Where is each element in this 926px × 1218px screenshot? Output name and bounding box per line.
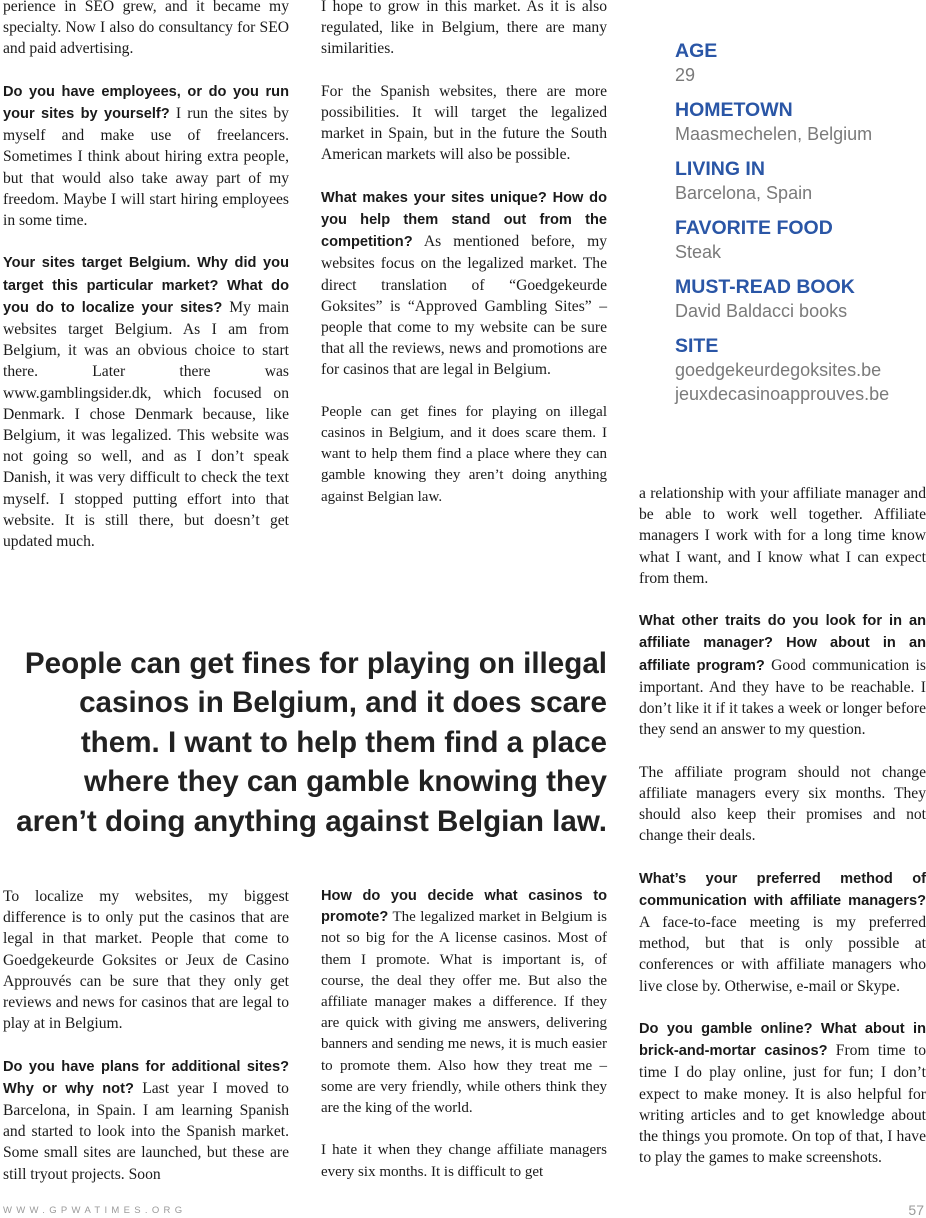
interview-answer: The legalized market in Belgium is not so big for the A license casinos. Most of them I promote. What is important is, of course, the deal they offer me. But also the affiliate manager makes a difference. If they are quick with giving me answers, delivering banners and sending me news, it is much easier to promote them. Also how they treat me – some are very friendly, while others think they are the king of the world. xyxy=(321,909,607,1117)
profile-value: Barcelona, Spain xyxy=(675,183,813,203)
interview-answer: A face-to-face meeting is my preferred method, but that is only possible at conferences or with affiliate managers who live close by. Otherwise, e-mail or Skype. xyxy=(639,914,926,995)
profile-label: MUST-READ BOOK xyxy=(675,276,855,298)
interview-answer: Last year I moved to Barcelona, in Spain. I am learning Spanish and started to look into the Spanish market. Some small sites are launched, but these are still tryout projects. Soon xyxy=(3,1079,289,1183)
profile-value: Maasmechelen, Belgium xyxy=(675,124,873,144)
profile-site xyxy=(675,335,915,406)
paragraph: I hate it when they change affiliate managers every six months. It is difficult to get xyxy=(321,1142,607,1180)
profile-value: 29 xyxy=(675,65,696,85)
profile-favorite-food xyxy=(675,217,915,264)
qa-paragraph xyxy=(3,252,289,552)
interview-question: What makes your sites unique? How do you help them stand out from the competition? xyxy=(321,189,607,251)
interview-answer: My main websites target Belgium. As I am from Belgium, it was an obvious choice to start there. Later there was www.gamblingsider.dk, which focused on Denmark. I chose Denmark because, like Belgium, it was legalized. This website was not going so well, and as I don’t speak Danish, it was very difficult to check the text myself. I stopped putting effort into that website. It is still there, but doesn’t get updated much. xyxy=(3,298,289,551)
qa-paragraph xyxy=(3,1056,289,1185)
qa-paragraph xyxy=(321,187,607,381)
interview-answer: I run the sites by myself and make use of freelancers. Sometimes I think about hiring extra people, but that would also take away part of my freedom. Maybe I will start hiring employees in some time. xyxy=(3,105,289,230)
profile-label: SITE xyxy=(675,335,719,357)
interview-question: How do you decide what casinos to promote? xyxy=(321,888,607,926)
interview-question: Do you have employees, or do you run your sites by yourself? xyxy=(3,83,289,122)
interview-answer: From time to time I do play online, just for fun; I don’t expect to make money. It is also helpful for writing articles and to get knowledge about the things you promote. On top of that, I have to play the games to make screenshots. xyxy=(639,1042,926,1167)
qa-paragraph xyxy=(639,868,926,997)
interview-question: Your sites target Belgium. Why did you target this particular market? What do you do to localize your sites? xyxy=(3,255,289,316)
footer-website: WWW.GPWATIMES.ORG xyxy=(3,1205,187,1216)
profile-age xyxy=(675,40,915,87)
interview-question: What other traits do you look for in an affiliate manager? How about in an affiliate program? xyxy=(639,613,926,674)
pull-quote: People can get fines for playing on illegal casinos in Belgium, and it does scare them. I want to help them find a place where they can gamble knowing they aren’t doing anything against Belgian law. xyxy=(16,647,607,838)
interview-question: Do you gamble online? What about in brick-and-mortar casinos? xyxy=(639,1021,926,1060)
paragraph: To localize my websites, my biggest difference is to only put the casinos that are legal in that market. People that come to Goedgekeurde Goksites or Jeux de Casino Approuvés can be sure that they only get reviews and news for casinos that are legal to play at in Belgium. xyxy=(3,888,289,1033)
profile-label: AGE xyxy=(675,40,718,62)
interview-answer: Good communication is important. And they have to be reachable. I don’t like it if it takes a week or longer before they send an answer to my question. xyxy=(639,656,926,739)
profile-living-in xyxy=(675,158,915,205)
article-column-5 xyxy=(321,886,607,1204)
qa-paragraph xyxy=(3,81,289,231)
profile-label: FAVORITE FOOD xyxy=(675,217,833,239)
profile-label: LIVING IN xyxy=(675,158,765,180)
qa-paragraph xyxy=(639,1018,926,1168)
paragraph: The affiliate program should not change affiliate managers every six months. They should also keep their promises and not change their deals. xyxy=(639,763,926,845)
profile-hometown xyxy=(675,99,915,146)
profile-value: David Baldacci books xyxy=(675,301,848,321)
paragraph: a relationship with your affiliate manager and be able to work well together. Affiliate managers I work with for a long time know what I want, and I know what I can expect from them. xyxy=(639,485,926,587)
interview-question: Do you have plans for additional sites? Why or why not? xyxy=(3,1058,289,1097)
article-column-4 xyxy=(3,886,289,1206)
profile-value: Steak xyxy=(675,242,722,262)
article-column-1 xyxy=(3,0,289,573)
interview-question: What’s your preferred method of communication with affiliate managers? xyxy=(639,870,926,909)
profile-label: HOMETOWN xyxy=(675,99,793,121)
profile-must-read-book xyxy=(675,276,915,323)
page-number: 57 xyxy=(908,1202,924,1218)
qa-paragraph xyxy=(321,886,607,1119)
interview-answer: As mentioned before, my websites focus on the legalized market. The direct translation of “Goedgekeurde Goksites” is “Approved Gambling Sites” – people that come to my website can be sure that all the reviews, news and promotions are for casinos that are legal in Belgium. xyxy=(321,233,607,379)
article-column-3 xyxy=(639,483,926,1190)
profile-facts-box xyxy=(675,40,915,418)
site-link[interactable]: jeuxdecasinoapprouves.be xyxy=(675,384,890,404)
paragraph: For the Spanish websites, there are more possibilities. It will target the legalized market in Spain, but in the future the South American markets will also be possible. xyxy=(321,82,607,164)
paragraph: I hope to grow in this market. As it is also regulated, like in Belgium, there are many similarities. xyxy=(321,0,607,58)
paragraph: People can get fines for playing on illegal casinos in Belgium, and it does scare them. I want to help them find a place where they can gamble knowing they aren’t doing anything against Belgian law. xyxy=(321,403,607,505)
article-column-2 xyxy=(321,0,607,529)
paragraph: perience in SEO grew, and it became my specialty. Now I also do consultancy for SEO and paid advertising. xyxy=(3,0,289,58)
qa-paragraph xyxy=(639,610,926,740)
site-link[interactable]: goedgekeurdegoksites.be xyxy=(675,360,882,380)
